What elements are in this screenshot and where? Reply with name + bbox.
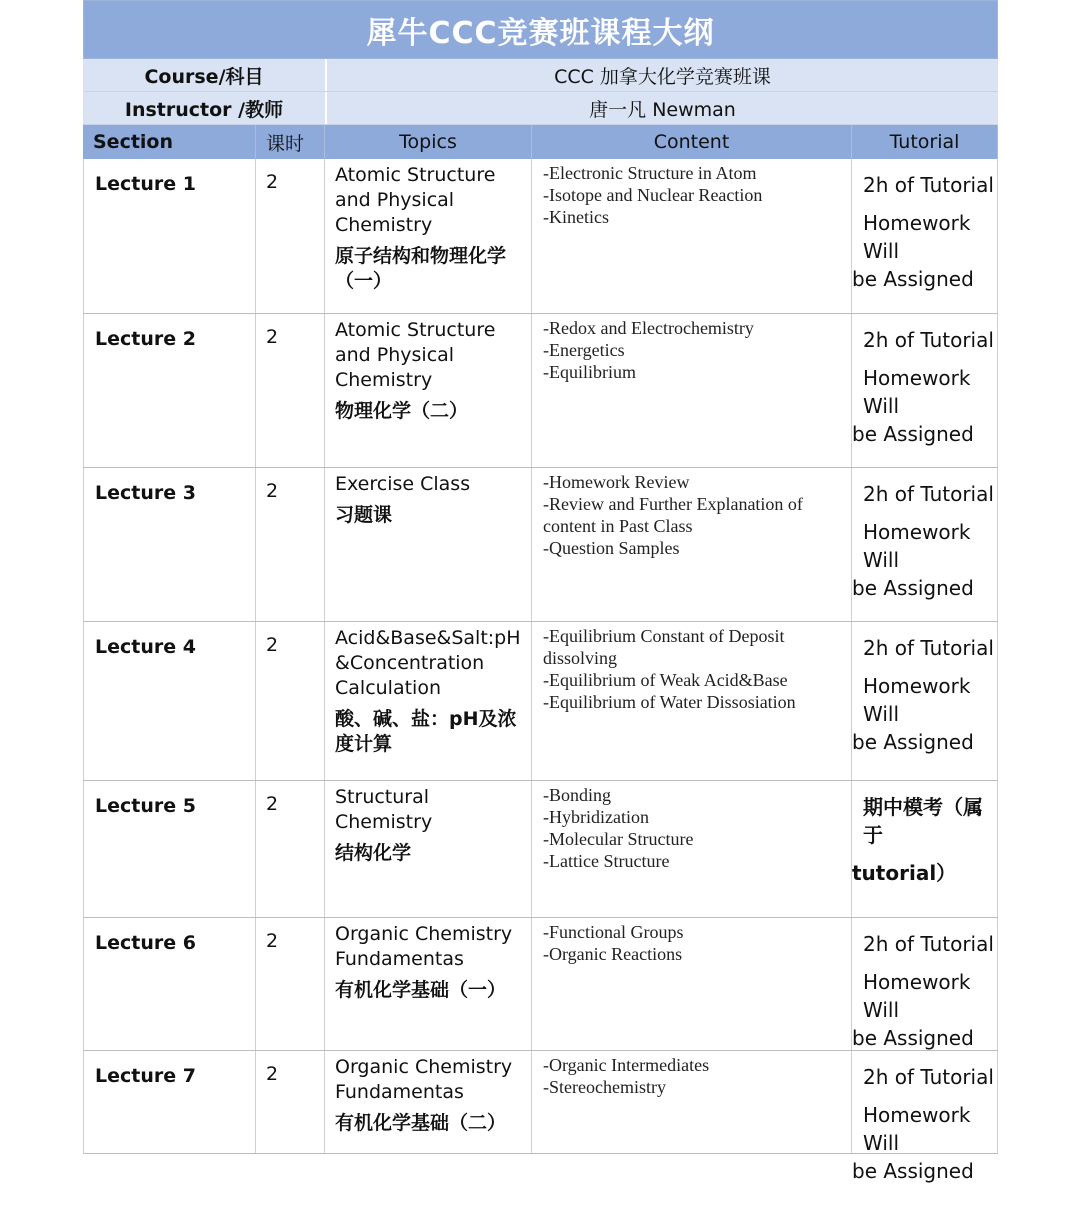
tutorial-line-2: Homework Will: [863, 674, 971, 726]
table-row: [83, 314, 998, 468]
content-item: -Hybridization: [543, 807, 649, 827]
content-item: -Equilibrium of Weak Acid&Base: [543, 670, 788, 690]
content-item: -Bonding: [543, 785, 612, 805]
tutorial-line-2: Homework Will: [863, 366, 971, 418]
course-row: [83, 59, 998, 92]
topic-zh: 物理化学（二）: [335, 400, 469, 422]
tutorial-cell: [852, 468, 998, 621]
tutorial-line-2: Homework Will: [863, 970, 971, 1022]
tutorial-line-3: be Assigned: [852, 576, 974, 600]
content-item: -Homework Review: [543, 472, 690, 492]
tutorial-line-3: be Assigned: [852, 730, 974, 754]
topic-cell: [325, 314, 532, 467]
topic-cell: [325, 1051, 532, 1153]
content-item: -Isotope and Nuclear Reaction: [543, 185, 763, 205]
topic-zh: 结构化学: [335, 842, 412, 864]
tutorial-line-3: be Assigned: [852, 1159, 974, 1183]
topic-cell: [325, 468, 532, 621]
course-value: CCC 加拿大化学竞赛班课: [554, 65, 771, 88]
topic-zh: 有机化学基础（二）: [335, 1112, 507, 1134]
content-cell: [532, 918, 852, 1050]
section-cell: Lecture 4: [83, 622, 256, 780]
section-cell: Lecture 2: [83, 314, 256, 467]
content-item: -Question Samples: [543, 538, 680, 558]
content-item: -Functional Groups: [543, 922, 684, 942]
section-cell: Lecture 3: [83, 468, 256, 621]
table-row: [83, 159, 998, 314]
table-header: [83, 125, 998, 159]
topic-cell: [325, 159, 532, 313]
hours-cell: 2: [256, 159, 325, 313]
topic-cell: [325, 918, 532, 1050]
hours-cell: 2: [256, 314, 325, 467]
tutorial-cell: [852, 159, 998, 313]
tutorial-line-3: be Assigned: [852, 422, 974, 446]
content-cell: [532, 781, 852, 917]
content-item: -Equilibrium Constant of Deposit dissolving: [543, 626, 785, 668]
content-item: -Organic Reactions: [543, 944, 683, 964]
tutorial-line-3: be Assigned: [852, 1026, 974, 1050]
table-row: [83, 781, 998, 918]
header-hours: 课时: [256, 125, 325, 159]
topic-en: Structural Chemistry: [335, 786, 433, 833]
tutorial-line-2: Homework Will: [863, 1103, 971, 1155]
content-item: -Review and Further Explanation of content in Past Class: [543, 494, 803, 536]
content-item: -Energetics: [543, 340, 625, 360]
section-cell: Lecture 5: [83, 781, 256, 917]
tutorial-line-1: 2h of Tutorial: [863, 482, 994, 506]
tutorial-line-1: 2h of Tutorial: [863, 173, 994, 197]
tutorial-cell: [852, 918, 998, 1050]
content-item: -Molecular Structure: [543, 829, 694, 849]
content-item: -Redox and Electrochemistry: [543, 318, 754, 338]
tutorial-line-2: Homework Will: [863, 211, 971, 263]
tutorial-line-1: 期中模考（属于: [863, 795, 983, 847]
topic-cell: [325, 781, 532, 917]
title-banner: [83, 0, 998, 59]
tutorial-cell: [852, 1051, 998, 1183]
table-row: [83, 468, 998, 622]
content-item: -Kinetics: [543, 207, 609, 227]
tutorial-line-3: be Assigned: [852, 267, 974, 291]
section-cell: Lecture 1: [83, 159, 256, 313]
table-row: [83, 1051, 998, 1183]
header-content: Content: [532, 125, 852, 159]
topic-zh: 原子结构和物理化学（一）: [335, 245, 507, 292]
tutorial-line-2: Homework Will: [863, 520, 971, 572]
tutorial-line-1: 2h of Tutorial: [863, 328, 994, 352]
content-item: -Lattice Structure: [543, 851, 670, 871]
content-cell: [532, 314, 852, 467]
tutorial-cell: [852, 314, 998, 467]
topic-zh: 酸、碱、盐：pH及浓度计算: [335, 708, 517, 755]
topic-en: Acid&Base&Salt:pH &Concentration Calculation: [335, 627, 521, 699]
topic-zh: 习题课: [335, 504, 393, 526]
topic-zh: 有机化学基础（一）: [335, 979, 507, 1001]
hours-cell: 2: [256, 622, 325, 780]
content-cell: [532, 622, 852, 780]
tutorial-line-1: 2h of Tutorial: [863, 1065, 994, 1089]
hours-cell: 2: [256, 918, 325, 1050]
header-section: Section: [83, 125, 256, 159]
tutorial-cell: [852, 622, 998, 780]
instructor-label: Instructor /教师: [83, 92, 327, 124]
instructor-row: [83, 92, 998, 125]
topic-cell: [325, 622, 532, 780]
hours-cell: 2: [256, 1051, 325, 1153]
tutorial-line-1: 2h of Tutorial: [863, 932, 994, 956]
tutorial-line-3: tutorial）: [852, 861, 957, 885]
topic-en: Organic Chemistry Fundamentas: [335, 1056, 513, 1103]
topic-en: Organic Chemistry Fundamentas: [335, 923, 513, 970]
topic-en: Atomic Structure and Physical Chemistry: [335, 319, 496, 391]
topic-en: Atomic Structure and Physical Chemistry: [335, 164, 496, 236]
content-cell: [532, 468, 852, 621]
header-tutorial: Tutorial: [852, 125, 998, 159]
content-item: -Equilibrium of Water Dissosiation: [543, 692, 796, 712]
hours-cell: 2: [256, 781, 325, 917]
content-item: -Electronic Structure in Atom: [543, 163, 757, 183]
syllabus-table: [83, 0, 998, 1183]
page-title: 犀牛CCC竞赛班课程大纲: [366, 15, 715, 51]
content-item: -Organic Intermediates: [543, 1055, 710, 1075]
table-row: [83, 918, 998, 1051]
header-topics: Topics: [325, 125, 532, 159]
instructor-value: 唐一凡 Newman: [589, 98, 736, 121]
course-label: Course/科目: [83, 59, 327, 91]
content-cell: [532, 159, 852, 313]
table-row: [83, 622, 998, 781]
tutorial-cell: [852, 781, 998, 917]
content-cell: [532, 1051, 852, 1153]
tutorial-line-1: 2h of Tutorial: [863, 636, 994, 660]
topic-en: Exercise Class: [335, 473, 471, 495]
content-item: -Stereochemistry: [543, 1077, 666, 1097]
hours-cell: 2: [256, 468, 325, 621]
section-cell: Lecture 6: [83, 918, 256, 1050]
content-item: -Equilibrium: [543, 362, 636, 382]
section-cell: Lecture 7: [83, 1051, 256, 1153]
table-body: [83, 159, 998, 1183]
